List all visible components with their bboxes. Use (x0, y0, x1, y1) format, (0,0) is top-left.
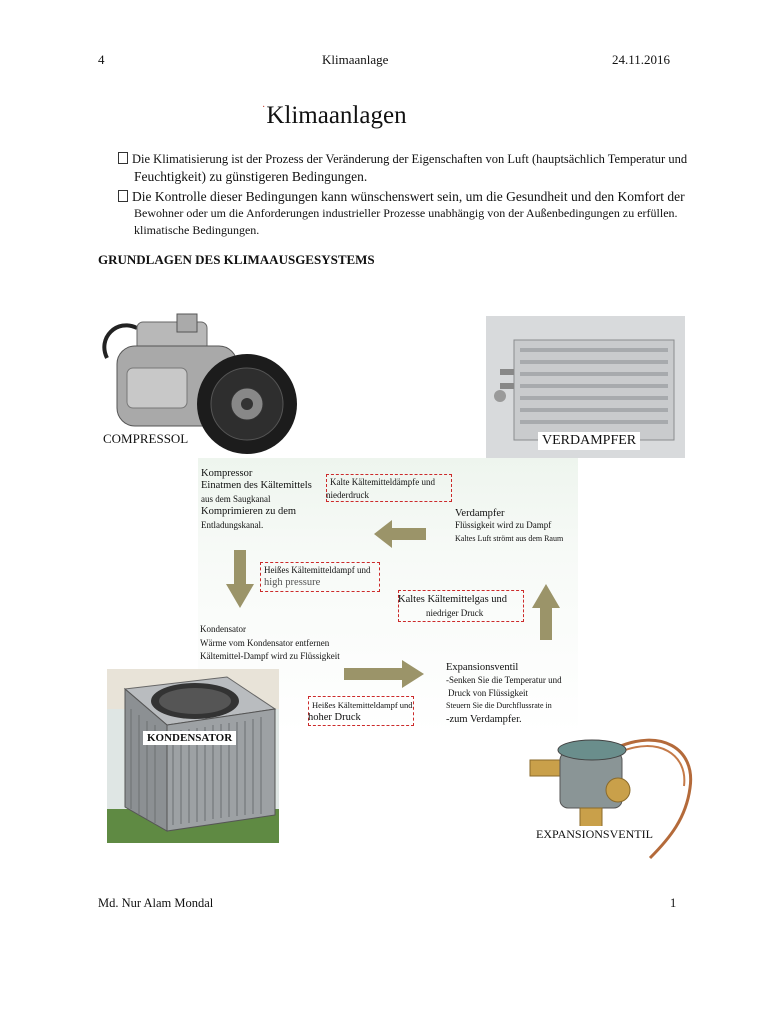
condenser-icon (107, 669, 279, 843)
bullet-box-icon (118, 152, 128, 164)
arrow-down-icon (226, 550, 254, 608)
evaporator-label: VERDAMPFER (538, 432, 640, 450)
page-title: ·Klimaanlagen (262, 102, 407, 129)
arrow-up-icon (532, 584, 560, 640)
diagram-evaporator-title: Verdampfer (455, 508, 505, 519)
header-page-number: 4 (98, 52, 105, 67)
header-date: 24.11.2016 (612, 52, 671, 67)
footer-page-number: 1 (670, 896, 677, 910)
expansion-valve-image (520, 728, 706, 860)
arrow-right-icon (344, 660, 424, 688)
footer-author: Md. Nur Alam Mondal (98, 896, 214, 910)
compressor-image (97, 308, 305, 460)
header-doc-title: Klimaanlage (322, 52, 389, 67)
diagram-compressor-title: Kompressor (201, 468, 253, 479)
condenser-label: KONDENSATOR (143, 731, 236, 745)
bullet-box-icon (118, 190, 128, 202)
evaporator-image (486, 316, 685, 458)
diagram-condenser-title: Kondensator (200, 624, 246, 634)
compressor-label: COMPRESSOL (99, 430, 192, 448)
condenser-image (107, 669, 279, 843)
section-heading: GRUNDLAGEN DES KLIMAAUSGESYSTEMS (98, 252, 375, 267)
bullet-1: Die Klimatisierung ist der Prozess der Veränderung der Eigenschaften von Luft (hauptsächlich Temperatur und Feuchtigkeit) zu günstigeren Bedingungen. (118, 151, 738, 185)
bullet-2: Die Kontrolle dieser Bedingungen kann wünschenswert sein, um die Gesundheit und den Komfort der Bewohner oder um die Anforderungen industrieller Prozesse unabhängig von der Außenbedingungen zu erfüllen. klimatische Bedingungen. (118, 188, 748, 239)
arrow-left-icon (374, 520, 426, 548)
expansion-valve-label: EXPANSIONSVENTIL (532, 826, 657, 843)
diagram-expansion-title: Expansionsventil (446, 662, 519, 673)
refrigeration-cycle-diagram: Kompressor Einatmen des Kältemittels aus dem Saugkanal Komprimieren zu dem Entladungskanal. Kalte Kältemitteldämpfe und niederdruck Verdampfer Flüssigkeit wird zu Dampf Kaltes Luft strömt aus dem Raum Heißes Kältemitteldampf und high pressure Kaltes Kältemittelgas und niedriger Druck Kondensator Wärme vom Kondensator entfernen Kältemittel-Dampf wird zu Flüssigkeit Expansionsventil -Senken Sie die Temperatur und Druck von Flüssigkeit Steuern Sie die Durchflussrate in -zum Verdampfer. Heißes Kältemitteldampf und hoher Druck (198, 458, 578, 734)
